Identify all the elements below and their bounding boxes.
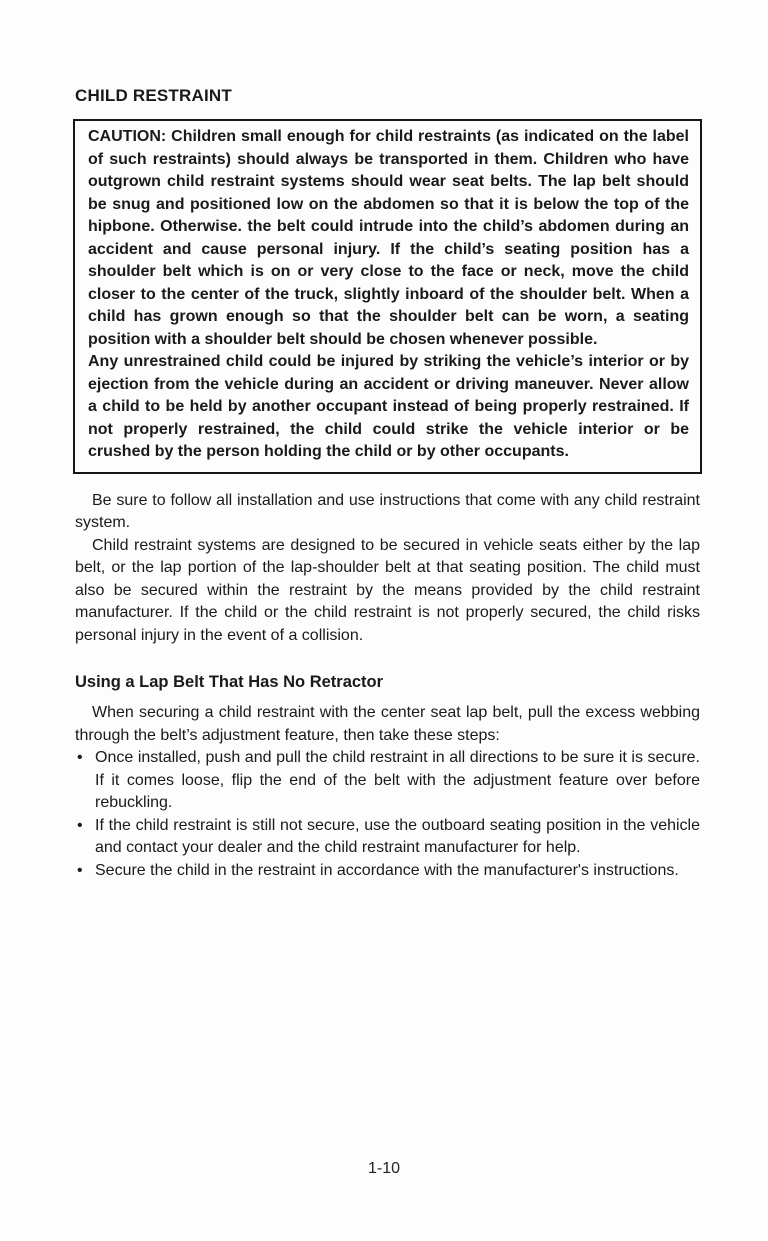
- bullet-icon: •: [77, 861, 83, 879]
- list-item: [75, 815, 700, 860]
- list-item-text: Secure the child in the restraint in accordance with the manufacturer's instructions.: [95, 861, 679, 879]
- page-number: 1-10: [367, 1160, 401, 1177]
- body-paragraph-1: Be sure to follow all installation and use instructions that come with any child restraint system.: [75, 491, 700, 531]
- section-heading: Using a Lap Belt That Has No Retractor: [75, 673, 384, 691]
- page-title: CHILD RESTRAINT: [75, 86, 232, 105]
- list-item: [75, 747, 700, 815]
- page-content: [75, 86, 700, 882]
- list-item-text: If the child restraint is still not secure, use the outboard seating position in the vehicle and contact your dealer and the child restraint manufacturer for help.: [95, 816, 700, 856]
- list-item: [75, 860, 700, 883]
- caution-paragraph-2: Any unrestrained child could be injured by striking the vehicle’s interior or by ejection from the vehicle during an accident or driving maneuver. Never allow a child to be held by another occupant instead of being properly restrained. If not properly restrained, the child could strike the vehicle interior or be crushed by the person holding the child or by other occupants.: [88, 353, 689, 460]
- caution-paragraph-1: CAUTION: Children small enough for child restraints (as indicated on the label of such restraints) should always be transported in them. Children who have outgrown child restraint systems should wear seat belts. The lap belt should be snug and positioned low on the abdomen so that it is below the top of the hipbone. Otherwise. the belt could intrude into the child’s abdomen during an accident and cause personal injury. If the child’s seating position has a shoulder belt which is on or very close to the face or neck, move the child closer to the center of the truck, slightly inboard of the shoulder belt. When a child has grown enough so that the shoulder belt can be worn, a seating position with a shoulder belt should be chosen whenever possible.: [88, 128, 689, 348]
- list-item-text: Once installed, push and pull the child restraint in all directions to be sure it is secure. If it comes loose, flip the end of the belt with the adjustment feature over before rebuckling.: [95, 749, 700, 811]
- bullet-icon: •: [77, 816, 83, 834]
- section-intro-paragraph: When securing a child restraint with the center seat lap belt, pull the excess webbing through the belt’s adjustment feature, then take these steps:: [75, 704, 700, 744]
- body-paragraph-2: Child restraint systems are designed to be secured in vehicle seats either by the lap belt, or the lap portion of the lap-shoulder belt at that seating position. The child must also be secured within the restraint by the means provided by the child restraint manufacturer. If the child or the child restraint is not properly secured, the child risks personal injury in the event of a collision.: [75, 536, 700, 644]
- caution-box: [73, 119, 702, 474]
- bullet-icon: •: [77, 749, 83, 766]
- instruction-list: [75, 747, 700, 882]
